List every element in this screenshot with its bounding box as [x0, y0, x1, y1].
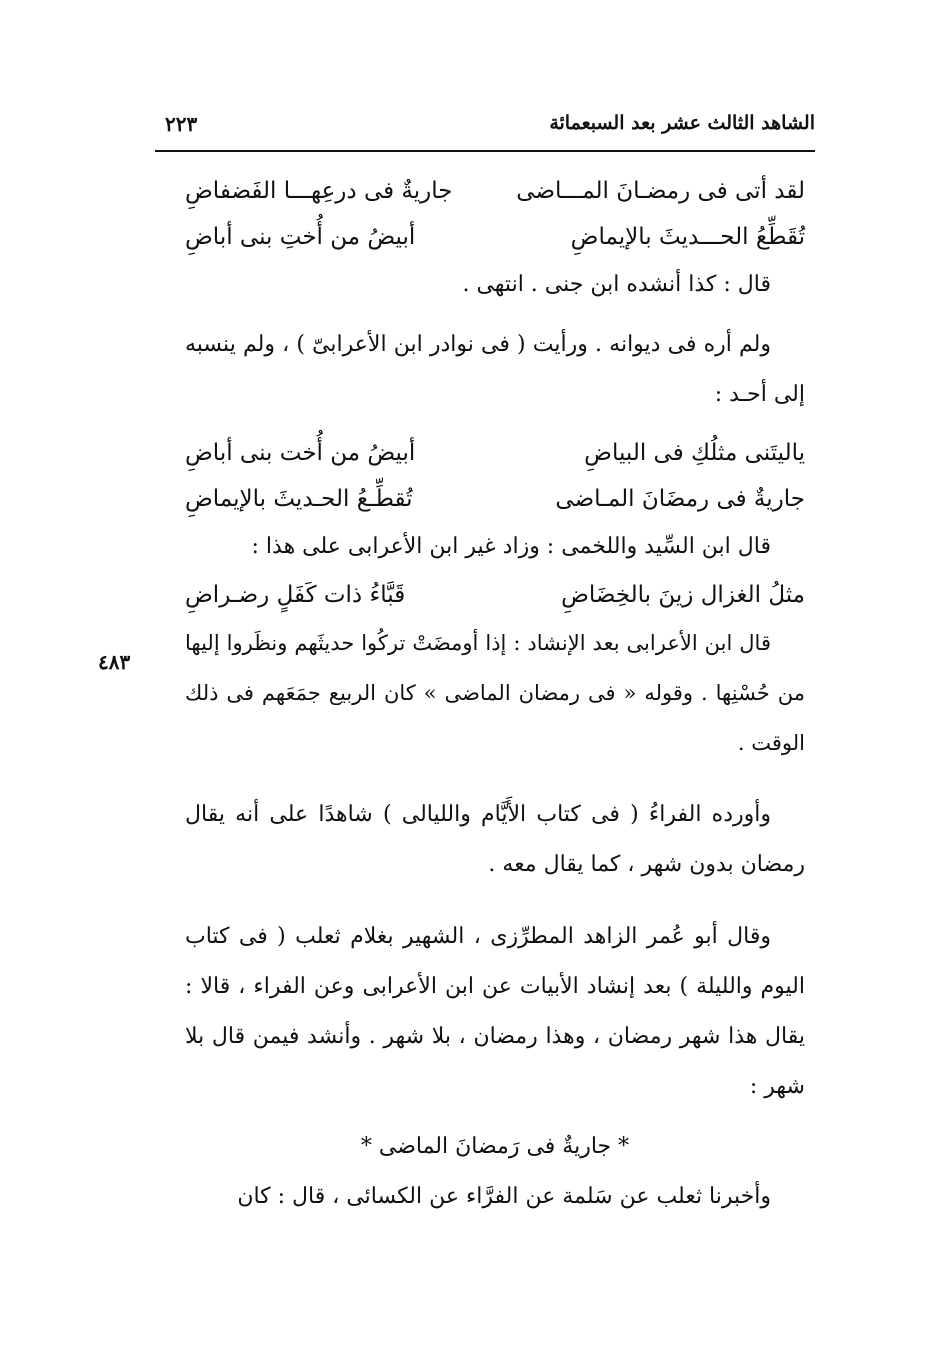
- paragraph: وأخبرنا ثعلب عن سَلمة عن الفرَّاء عن الكسائى ، قال : كان: [237, 1184, 771, 1209]
- page-header: [155, 100, 815, 140]
- paragraph: قال : كذا أنشده ابن جنى . انتهى .: [462, 272, 771, 297]
- header-rule: [155, 150, 815, 152]
- paragraph: وأورده الفراءُ ( فى كتاب الأَيَّام والليالى ) شاهدًا على أنه يقال رمضان بدون شهر ، كما يقال معه .: [185, 802, 805, 877]
- page-content: [185, 168, 805, 1222]
- verse-hemistich: جاريةٌ فى درعِهـــا الفَضفاضِ: [185, 178, 453, 204]
- verse-hemistich: مثلُ الغزال زينَ بالخِضَاضِ: [561, 582, 805, 608]
- verse-line: [185, 430, 805, 476]
- quoted-verse: * جاريةٌ فى رَمضانَ الماضى *: [360, 1134, 630, 1159]
- margin-number: ٤٨٣: [98, 650, 131, 674]
- paragraph: قال ابن الأعرابى بعد الإنشاد : إذا أومضَتْ تركُوا حديثَهم ونظَروا إليها من حُسْنِها . وقوله « فى رمضان الماضى » كان الربيع جمَعَهم فى ذلك الوقت .: [185, 631, 805, 755]
- verse-hemistich: جاريةٌ فى رمضَانَ المـاضى: [555, 486, 805, 512]
- verse-hemistich: تُقطِّـعُ الحـديثَ بالإيماضِ: [185, 486, 413, 512]
- paragraph: ولم أره فى ديوانه . ورأيت ( فى نوادر ابن الأعرابىّ ) ، ولم ينسبه إلى أحـد :: [185, 332, 805, 407]
- verse-hemistich: أبيضُ من أُختِ بنى أباضِ: [185, 224, 416, 250]
- paragraph: قال ابن السِّيد واللخمى : وزاد غير ابن الأعرابى على هذا :: [251, 534, 771, 559]
- running-title: الشاهد الثالث عشر بعد السبعمائة: [549, 112, 815, 134]
- paragraph: وقال أبو عُمر الزاهد المطرِّزى ، الشهير بغلام ثعلب ( فى كتاب اليوم والليلة ) بعد إنشاد الأبيات عن ابن الأعرابى وعن الفراء ، قالا : يقال هذا شهر رمضان ، وهذا رمضان ، بلا شهر . وأنشد فيمن قال بلا شهر :: [185, 924, 805, 1099]
- verse-hemistich: أبيضُ من أُخت بنى أباضِ: [185, 440, 416, 466]
- verse-hemistich: قَبَّاءُ ذات كَفَلٍ رضـراضِ: [185, 582, 406, 608]
- verse-hemistich: تُقَطِّعُ الحـــديثَ بالإيماضِ: [570, 224, 805, 250]
- verse-line: [185, 476, 805, 522]
- verse-hemistich: ياليتَنى مثلُكِ فى البياضِ: [584, 440, 805, 466]
- page-number: ٢٢٣: [165, 112, 198, 136]
- verse-line: [185, 168, 805, 214]
- verse-hemistich: لقد أتى فى رمضـانَ المـــاضى: [516, 178, 805, 204]
- verse-line: [185, 572, 805, 618]
- verse-line: [185, 214, 805, 260]
